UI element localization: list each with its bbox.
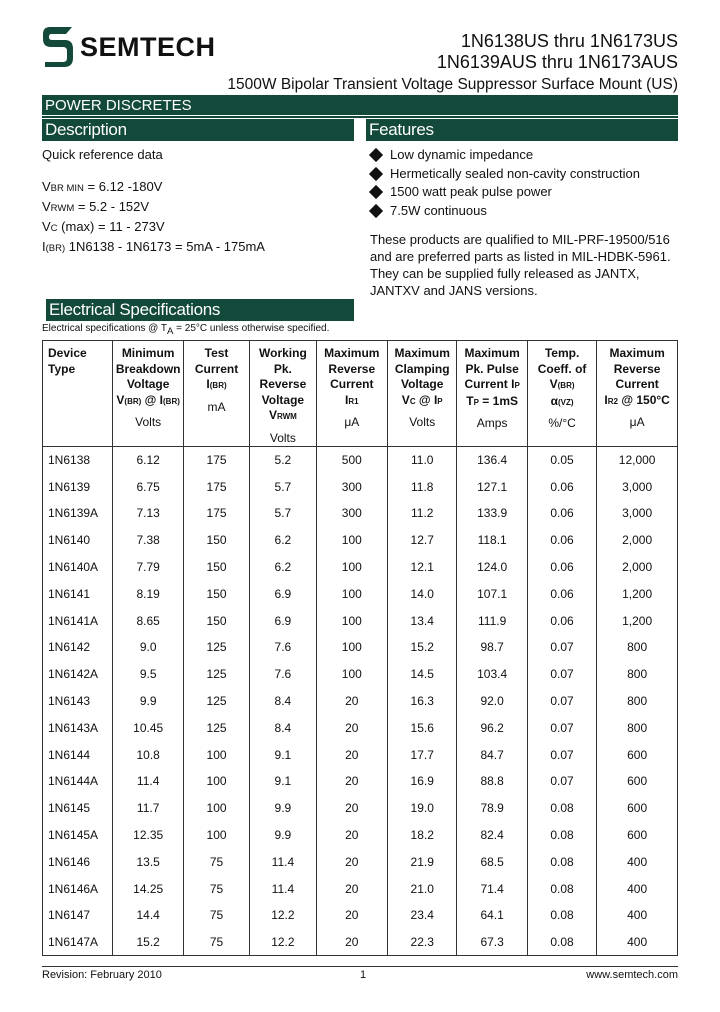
table-cell: 7.13 (113, 500, 183, 527)
table-cell: 800 (597, 688, 678, 715)
brand-name: SEMTECH (80, 32, 216, 62)
device-type-cell: 1N6143A (43, 714, 113, 741)
table-cell: 6.2 (250, 554, 316, 581)
device-type-cell: 1N6147 (43, 902, 113, 929)
table-cell: 8.4 (250, 688, 316, 715)
table-cell: 20 (316, 929, 387, 956)
document-title (437, 31, 678, 73)
table-cell: 0.07 (527, 634, 596, 661)
table-cell: 0.08 (527, 929, 596, 956)
table-cell: 600 (597, 822, 678, 849)
table-row (43, 848, 678, 875)
table-cell: 136.4 (457, 447, 527, 474)
table-cell: 23.4 (388, 902, 457, 929)
table-cell: 125 (183, 714, 249, 741)
device-type-cell: 1N6145A (43, 822, 113, 849)
col-min-breakdown-voltage: Minimum Breakdown Voltage V(BR) @ I(BR) Volts (113, 341, 183, 447)
table-cell: 800 (597, 714, 678, 741)
table-cell: 1,200 (597, 607, 678, 634)
table-cell: 96.2 (457, 714, 527, 741)
table-cell: 9.9 (250, 822, 316, 849)
table-cell: 75 (183, 875, 249, 902)
table-cell: 300 (316, 500, 387, 527)
table-cell: 78.9 (457, 795, 527, 822)
table-cell: 12.35 (113, 822, 183, 849)
table-cell: 11.4 (113, 768, 183, 795)
table-cell: 300 (316, 473, 387, 500)
table-header-row (43, 341, 678, 447)
table-cell: 13.5 (113, 848, 183, 875)
qualification-text: These products are qualified to MIL-PRF-19500/516 and are preferred parts as listed in MIL-HDBK-5961. They can be supplied fully released as JANTX, JANTXV and JANS versions. (370, 232, 671, 298)
device-type-cell: 1N6143 (43, 688, 113, 715)
table-cell: 0.07 (527, 714, 596, 741)
table-cell: 11.0 (388, 447, 457, 474)
table-cell: 84.7 (457, 741, 527, 768)
table-cell: 98.7 (457, 634, 527, 661)
table-cell: 14.0 (388, 580, 457, 607)
table-cell: 20 (316, 795, 387, 822)
table-cell: 9.5 (113, 661, 183, 688)
table-cell: 100 (316, 634, 387, 661)
table-row (43, 688, 678, 715)
table-row (43, 714, 678, 741)
table-cell: 0.08 (527, 822, 596, 849)
table-row (43, 554, 678, 581)
table-cell: 1,200 (597, 580, 678, 607)
quick-reference-label: Quick reference data (42, 147, 163, 162)
table-row (43, 768, 678, 795)
table-cell: 5.2 (250, 447, 316, 474)
device-type-cell: 1N6142A (43, 661, 113, 688)
device-type-cell: 1N6145 (43, 795, 113, 822)
table-cell: 14.5 (388, 661, 457, 688)
table-cell: 14.25 (113, 875, 183, 902)
table-row (43, 795, 678, 822)
table-cell: 20 (316, 688, 387, 715)
page-number: 1 (360, 969, 367, 981)
table-cell: 5.7 (250, 473, 316, 500)
table-cell: 8.65 (113, 607, 183, 634)
table-cell: 0.06 (527, 607, 596, 634)
table-cell: 600 (597, 795, 678, 822)
table-cell: 400 (597, 848, 678, 875)
diamond-bullet-icon (369, 203, 383, 217)
table-cell: 20 (316, 902, 387, 929)
feature-item: 1500 watt peak pulse power (370, 183, 680, 202)
semtech-logo (42, 24, 282, 74)
table-cell: 15.2 (388, 634, 457, 661)
table-cell: 0.06 (527, 580, 596, 607)
table-row (43, 661, 678, 688)
table-cell: 100 (183, 768, 249, 795)
table-cell: 20 (316, 741, 387, 768)
table-row (43, 500, 678, 527)
device-type-cell: 1N6144A (43, 768, 113, 795)
table-cell: 2,000 (597, 527, 678, 554)
table-cell: 8.19 (113, 580, 183, 607)
title-line-2: 1N6139AUS thru 1N6173AUS (436, 52, 678, 72)
diamond-bullet-icon (369, 166, 383, 180)
table-cell: 150 (183, 554, 249, 581)
device-type-cell: 1N6147A (43, 929, 113, 956)
table-cell: 7.79 (113, 554, 183, 581)
table-cell: 67.3 (457, 929, 527, 956)
table-cell: 9.9 (113, 688, 183, 715)
semtech-logo-icon (42, 24, 76, 70)
document-subtitle: 1500W Bipolar Transient Voltage Suppressor Surface Mount (US) (227, 76, 678, 93)
table-cell: 7.38 (113, 527, 183, 554)
table-row (43, 875, 678, 902)
col-test-current: Test Current I(BR) mA (183, 341, 249, 447)
col-device-type: Device Type (43, 341, 113, 447)
table-cell: 150 (183, 580, 249, 607)
table-cell: 0.08 (527, 875, 596, 902)
table-row (43, 929, 678, 956)
table-cell: 75 (183, 848, 249, 875)
table-cell: 12.2 (250, 902, 316, 929)
table-cell: 0.07 (527, 741, 596, 768)
device-type-cell: 1N6139 (43, 473, 113, 500)
feature-item: Low dynamic impedance (370, 146, 680, 165)
table-cell: 9.0 (113, 634, 183, 661)
table-cell: 11.2 (388, 500, 457, 527)
feature-item: Hermetically sealed non-cavity construction (370, 165, 680, 184)
table-cell: 15.6 (388, 714, 457, 741)
table-cell: 7.6 (250, 661, 316, 688)
table-cell: 600 (597, 768, 678, 795)
table-cell: 20 (316, 848, 387, 875)
table-cell: 0.06 (527, 527, 596, 554)
table-cell: 100 (183, 741, 249, 768)
table-cell: 125 (183, 634, 249, 661)
table-cell: 21.9 (388, 848, 457, 875)
table-cell: 82.4 (457, 822, 527, 849)
device-type-cell: 1N6146A (43, 875, 113, 902)
table-cell: 600 (597, 741, 678, 768)
table-cell: 9.9 (250, 795, 316, 822)
table-cell: 11.4 (250, 875, 316, 902)
table-cell: 8.4 (250, 714, 316, 741)
table-cell: 20 (316, 768, 387, 795)
diamond-bullet-icon (369, 185, 383, 199)
table-cell: 19.0 (388, 795, 457, 822)
website-link[interactable]: www.semtech.com (586, 969, 678, 981)
table-cell: 400 (597, 929, 678, 956)
description-heading: Description (42, 119, 354, 141)
table-cell: 800 (597, 634, 678, 661)
table-cell: 92.0 (457, 688, 527, 715)
table-row (43, 580, 678, 607)
table-cell: 6.75 (113, 473, 183, 500)
table-cell: 111.9 (457, 607, 527, 634)
table-cell: 175 (183, 473, 249, 500)
table-row (43, 607, 678, 634)
table-cell: 800 (597, 661, 678, 688)
table-row (43, 473, 678, 500)
electrical-spec-table (42, 340, 678, 956)
device-type-cell: 1N6138 (43, 447, 113, 474)
device-type-cell: 1N6144 (43, 741, 113, 768)
table-cell: 18.2 (388, 822, 457, 849)
features-list (370, 146, 680, 220)
table-cell: 6.9 (250, 607, 316, 634)
table-cell: 127.1 (457, 473, 527, 500)
table-cell: 400 (597, 875, 678, 902)
footer-rule (42, 966, 678, 967)
table-row (43, 447, 678, 474)
table-cell: 13.4 (388, 607, 457, 634)
title-line-1: 1N6138US thru 1N6173US (460, 31, 678, 51)
table-cell: 68.5 (457, 848, 527, 875)
device-type-cell: 1N6140 (43, 527, 113, 554)
vrwm-spec: VRWM = 5.2 - 152V (42, 199, 150, 214)
ibr-spec: I(BR) 1N6138 - 1N6173 = 5mA - 175mA (42, 239, 265, 254)
table-cell: 3,000 (597, 500, 678, 527)
device-type-cell: 1N6139A (43, 500, 113, 527)
table-cell: 22.3 (388, 929, 457, 956)
table-cell: 0.08 (527, 795, 596, 822)
table-cell: 100 (316, 661, 387, 688)
table-cell: 100 (316, 580, 387, 607)
table-cell: 88.8 (457, 768, 527, 795)
table-cell: 100 (316, 554, 387, 581)
table-cell: 100 (183, 822, 249, 849)
table-row (43, 634, 678, 661)
feature-item: 7.5W continuous (370, 202, 680, 221)
table-cell: 20 (316, 875, 387, 902)
table-cell: 11.8 (388, 473, 457, 500)
device-type-cell: 1N6141A (43, 607, 113, 634)
table-cell: 10.8 (113, 741, 183, 768)
col-max-clamping-voltage: Maximum Clamping Voltage VC @ IP Volts (388, 341, 457, 447)
table-cell: 6.2 (250, 527, 316, 554)
table-cell: 9.1 (250, 768, 316, 795)
table-cell: 3,000 (597, 473, 678, 500)
table-cell: 175 (183, 447, 249, 474)
category-bar: POWER DISCRETES (42, 95, 678, 115)
description-body (42, 146, 362, 258)
table-cell: 107.1 (457, 580, 527, 607)
table-cell: 150 (183, 527, 249, 554)
table-cell: 7.6 (250, 634, 316, 661)
electrical-heading: Electrical Specifications (46, 299, 354, 321)
table-cell: 500 (316, 447, 387, 474)
table-cell: 133.9 (457, 500, 527, 527)
table-cell: 0.07 (527, 661, 596, 688)
device-type-cell: 1N6142 (43, 634, 113, 661)
table-row (43, 822, 678, 849)
col-temp-coefficient: Temp. Coeff. of V(BR) α(VZ) %/°C (527, 341, 596, 447)
table-cell: 125 (183, 661, 249, 688)
diamond-bullet-icon (369, 148, 383, 162)
table-cell: 12.2 (250, 929, 316, 956)
table-cell: 16.3 (388, 688, 457, 715)
device-type-cell: 1N6140A (43, 554, 113, 581)
device-type-cell: 1N6146 (43, 848, 113, 875)
features-heading: Features (366, 119, 678, 141)
table-cell: 175 (183, 500, 249, 527)
table-cell: 103.4 (457, 661, 527, 688)
vbr-spec: VBR MIN = 6.12 -180V (42, 179, 163, 194)
table-cell: 0.06 (527, 554, 596, 581)
table-cell: 100 (316, 527, 387, 554)
table-cell: 0.07 (527, 768, 596, 795)
table-cell: 75 (183, 902, 249, 929)
col-max-pulse-current: Maximum Pk. Pulse Current IP TP = 1mS Amps (457, 341, 527, 447)
table-cell: 10.45 (113, 714, 183, 741)
table-cell: 11.4 (250, 848, 316, 875)
table-cell: 0.07 (527, 688, 596, 715)
table-cell: 71.4 (457, 875, 527, 902)
table-cell: 6.9 (250, 580, 316, 607)
table-cell: 125 (183, 688, 249, 715)
table-cell: 12,000 (597, 447, 678, 474)
table-cell: 12.7 (388, 527, 457, 554)
col-max-reverse-current: Maximum Reverse Current IR1 μA (316, 341, 387, 447)
table-cell: 15.2 (113, 929, 183, 956)
table-cell: 2,000 (597, 554, 678, 581)
table-row (43, 902, 678, 929)
electrical-condition: Electrical specifications @ $T_A = 25^\circ C$ unless otherwise specified. (42, 323, 330, 337)
vc-spec: VC (max) = 11 - 273V (42, 219, 165, 234)
table-cell: 75 (183, 929, 249, 956)
table-row (43, 741, 678, 768)
table-cell: 9.1 (250, 741, 316, 768)
table-cell: 21.0 (388, 875, 457, 902)
table-cell: 6.12 (113, 447, 183, 474)
header-rule (42, 116, 678, 118)
table-cell: 118.1 (457, 527, 527, 554)
table-cell: 0.08 (527, 848, 596, 875)
table-cell: 150 (183, 607, 249, 634)
table-cell: 20 (316, 714, 387, 741)
table-cell: 14.4 (113, 902, 183, 929)
table-cell: 124.0 (457, 554, 527, 581)
table-cell: 20 (316, 822, 387, 849)
col-working-reverse-voltage: Working Pk. Reverse Voltage VRWM Volts (250, 341, 316, 447)
table-cell: 100 (316, 607, 387, 634)
table-cell: 16.9 (388, 768, 457, 795)
revision-text: Revision: February 2010 (42, 969, 162, 981)
table-cell: 17.7 (388, 741, 457, 768)
table-cell: 64.1 (457, 902, 527, 929)
col-max-reverse-current-150c: Maximum Reverse Current IR2 @ 150°C μA (597, 341, 678, 447)
table-cell: 0.08 (527, 902, 596, 929)
table-cell: 400 (597, 902, 678, 929)
device-type-cell: 1N6141 (43, 580, 113, 607)
table-cell: 5.7 (250, 500, 316, 527)
table-cell: 0.05 (527, 447, 596, 474)
table-cell: 0.06 (527, 500, 596, 527)
table-row (43, 527, 678, 554)
table-body (43, 447, 678, 956)
table-cell: 0.06 (527, 473, 596, 500)
table-cell: 100 (183, 795, 249, 822)
table-cell: 11.7 (113, 795, 183, 822)
table-cell: 12.1 (388, 554, 457, 581)
